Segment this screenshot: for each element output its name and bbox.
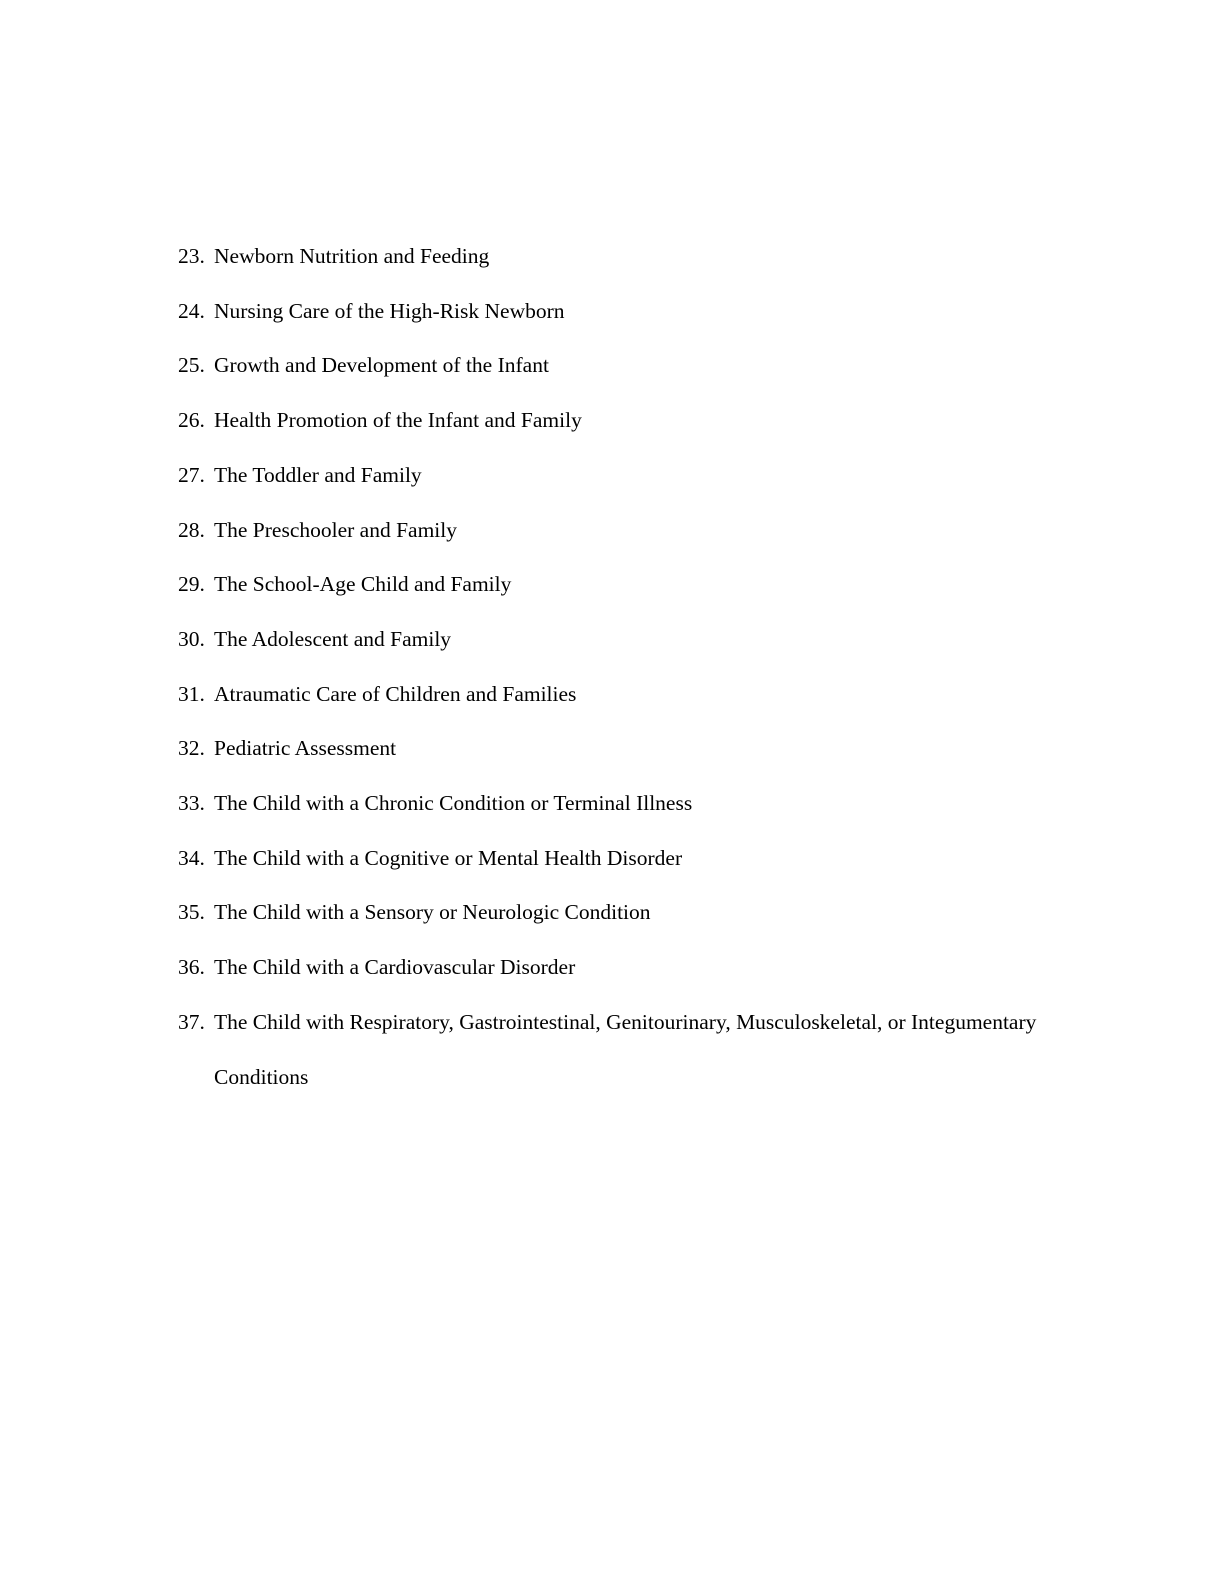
- chapter-title: Growth and Development of the Infant: [214, 353, 549, 378]
- chapter-title: Pediatric Assessment: [214, 736, 397, 761]
- chapter-item: [178, 393, 1038, 448]
- chapter-title: The Child with Respiratory, Gastrointestinal, Genitourinary, Musculoskeletal, or Integumentary Conditions: [214, 1009, 1037, 1089]
- chapter-title: Atraumatic Care of Children and Families: [214, 681, 577, 706]
- chapter-item: [178, 776, 1038, 831]
- chapter-item: [178, 995, 1038, 1104]
- chapter-number: 31.: [178, 681, 205, 706]
- chapter-number: 23.: [178, 244, 205, 268]
- chapter-number: 28.: [178, 517, 205, 542]
- chapter-number: 26.: [178, 408, 205, 433]
- chapter-number: 35.: [178, 900, 205, 925]
- chapter-title: The Adolescent and Family: [214, 626, 452, 651]
- chapter-item: [178, 721, 1038, 776]
- chapter-item: [178, 612, 1038, 667]
- chapter-title: The Child with a Chronic Condition or Terminal Illness: [214, 791, 693, 816]
- chapter-item: [178, 338, 1038, 393]
- chapter-item: [178, 284, 1038, 339]
- chapter-number: 29.: [178, 572, 205, 597]
- chapter-number: 33.: [178, 791, 205, 816]
- chapter-title: The Preschooler and Family: [214, 517, 458, 542]
- chapter-item: [178, 503, 1038, 558]
- chapter-item: [178, 448, 1038, 503]
- chapter-title: The Child with a Sensory or Neurologic Condition: [214, 900, 651, 925]
- chapter-title: The Toddler and Family: [214, 462, 422, 487]
- chapter-number: 24.: [178, 298, 205, 323]
- chapter-title: The Child with a Cognitive or Mental Health Disorder: [214, 845, 683, 870]
- chapter-number: 37.: [178, 1009, 205, 1034]
- chapter-item: [178, 885, 1038, 940]
- chapter-item: [178, 831, 1038, 886]
- chapter-title: The School-Age Child and Family: [214, 572, 512, 597]
- chapter-title: Nursing Care of the High-Risk Newborn: [214, 298, 565, 323]
- chapter-number: 32.: [178, 736, 205, 761]
- chapter-number: 36.: [178, 955, 205, 980]
- chapter-item: [178, 940, 1038, 995]
- chapter-title: Newborn Nutrition and Feeding: [214, 244, 490, 268]
- chapter-item: [178, 557, 1038, 612]
- chapter-title: Health Promotion of the Infant and Family: [214, 408, 582, 433]
- chapter-number: 34.: [178, 845, 205, 870]
- chapter-title: The Child with a Cardiovascular Disorder: [214, 955, 576, 980]
- chapter-item: [178, 667, 1038, 722]
- chapter-item: [178, 229, 1038, 284]
- chapter-number: 25.: [178, 353, 205, 378]
- chapter-list: [178, 229, 1038, 1104]
- chapter-number: 27.: [178, 462, 205, 487]
- chapter-number: 30.: [178, 626, 205, 651]
